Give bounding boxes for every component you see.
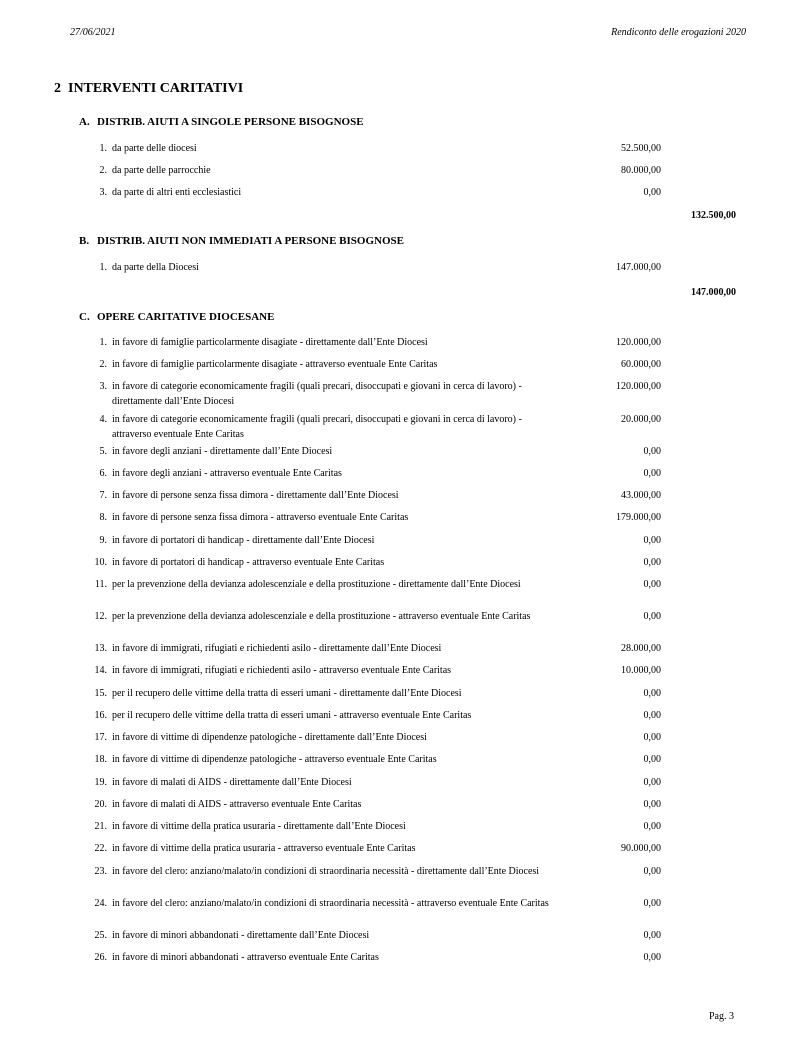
item-amount: 0,00 [643, 468, 661, 479]
item-description: in favore di vittime della pratica usuraria - attraverso eventuale Ente Caritas [112, 843, 416, 854]
item-number: 3. [99, 381, 107, 392]
item-number: 16. [94, 710, 107, 721]
item-number: 21. [94, 821, 107, 832]
group-letter: B. [79, 235, 90, 247]
item-description: in favore di famiglie particolarmente disagiate - attraverso eventuale Ente Caritas [112, 359, 438, 370]
item-number: 19. [94, 777, 107, 788]
item-description: in favore di persone senza fissa dimora - attraverso eventuale Ente Caritas [112, 512, 409, 523]
item-amount: 52.500,00 [621, 143, 661, 154]
item-amount: 0,00 [643, 732, 661, 743]
item-amount: 147.000,00 [616, 262, 661, 273]
item-number: 22. [94, 843, 107, 854]
item-amount: 0,00 [643, 821, 661, 832]
item-number: 12. [94, 611, 107, 622]
item-amount: 0,00 [643, 446, 661, 457]
item-description: in favore del clero: anziano/malato/in condizioni di straordinaria necessità - direttamente dall’Ente Diocesi [112, 866, 540, 877]
item-number: 20. [94, 799, 107, 810]
item-description: in favore degli anziani - direttamente dall’Ente Diocesi [112, 446, 333, 457]
item-amount: 0,00 [643, 710, 661, 721]
item-number: 18. [94, 754, 107, 765]
item-description: in favore di vittime di dipendenze patologiche - direttamente dall’Ente Diocesi [112, 732, 427, 743]
group-title: OPERE CARITATIVE DIOCESANE [97, 311, 275, 323]
item-description: in favore di minori abbandonati - attraverso eventuale Ente Caritas [112, 952, 379, 963]
item-amount: 0,00 [643, 754, 661, 765]
section-title: INTERVENTI CARITATIVI [68, 81, 244, 96]
group-title: DISTRIB. AIUTI NON IMMEDIATI A PERSONE BISOGNOSE [97, 235, 404, 247]
group-total: 147.000,00 [691, 287, 736, 298]
item-amount: 0,00 [643, 930, 661, 941]
item-amount: 120.000,00 [616, 337, 661, 348]
item-description: per il recupero delle vittime della tratta di esseri umani - attraverso eventuale Ente Caritas [112, 710, 472, 721]
item-number: 14. [94, 665, 107, 676]
item-amount: 0,00 [643, 535, 661, 546]
section-number: 2 [54, 81, 61, 96]
item-description: da parte delle parrocchie [112, 165, 211, 176]
item-amount: 0,00 [643, 187, 661, 198]
item-number: 6. [99, 468, 107, 479]
item-amount: 43.000,00 [621, 490, 661, 501]
item-description: in favore del clero: anziano/malato/in condizioni di straordinaria necessità - attraverso eventuale Ente Caritas [112, 898, 549, 909]
header-date: 27/06/2021 [70, 27, 116, 38]
item-number: 1. [99, 262, 107, 273]
item-description: in favore di immigrati, rifugiati e richiedenti asilo - direttamente dall’Ente Diocesi [112, 643, 442, 654]
item-description: da parte delle diocesi [112, 143, 197, 154]
item-number: 13. [94, 643, 107, 654]
item-number: 17. [94, 732, 107, 743]
item-number: 9. [99, 535, 107, 546]
item-description: in favore degli anziani - attraverso eventuale Ente Caritas [112, 468, 342, 479]
item-description: per il recupero delle vittime della tratta di esseri umani - direttamente dall’Ente Diocesi [112, 688, 462, 699]
item-description: in favore di famiglie particolarmente disagiate - direttamente dall’Ente Diocesi [112, 337, 428, 348]
item-number: 2. [99, 359, 107, 370]
item-amount: 0,00 [643, 557, 661, 568]
item-number: 8. [99, 512, 107, 523]
item-description: in favore di portatori di handicap - direttamente dall’Ente Diocesi [112, 535, 375, 546]
item-description: per la prevenzione della devianza adolescenziale e della prostituzione - direttamente dall’Ente Diocesi [112, 579, 521, 590]
item-number: 1. [99, 337, 107, 348]
header-title: Rendiconto delle erogazioni 2020 [611, 27, 746, 38]
item-amount: 60.000,00 [621, 359, 661, 370]
item-description: in favore di vittime della pratica usuraria - direttamente dall’Ente Diocesi [112, 821, 406, 832]
item-number: 11. [94, 579, 107, 590]
item-amount: 0,00 [643, 866, 661, 877]
item-description: in favore di immigrati, rifugiati e richiedenti asilo - attraverso eventuale Ente Caritas [112, 665, 452, 676]
item-description: in favore di categorie economicamente fragili (quali precari, disoccupati e giovani in cerca di lavoro) - attraverso eventuale Ente Caritas [112, 414, 522, 440]
group-total: 132.500,00 [691, 210, 736, 221]
item-number: 25. [94, 930, 107, 941]
item-description: per la prevenzione della devianza adolescenziale e della prostituzione - attraverso eventuale Ente Caritas [112, 611, 531, 622]
item-amount: 0,00 [643, 898, 661, 909]
item-description: in favore di malati di AIDS - attraverso eventuale Ente Caritas [112, 799, 362, 810]
item-amount: 28.000,00 [621, 643, 661, 654]
item-number: 5. [99, 446, 107, 457]
item-description: in favore di categorie economicamente fragili (quali precari, disoccupati e giovani in cerca di lavoro) - direttamente dall’Ente Diocesi [112, 381, 522, 407]
item-amount: 20.000,00 [621, 414, 661, 425]
item-amount: 10.000,00 [621, 665, 661, 676]
item-amount: 0,00 [643, 799, 661, 810]
item-description: da parte di altri enti ecclesiastici [112, 187, 242, 198]
item-amount: 0,00 [643, 611, 661, 622]
item-number: 23. [94, 866, 107, 877]
item-number: 26. [94, 952, 107, 963]
group-title: DISTRIB. AIUTI A SINGOLE PERSONE BISOGNOSE [97, 116, 364, 128]
item-number: 24. [94, 898, 107, 909]
item-amount: 90.000,00 [621, 843, 661, 854]
item-amount: 0,00 [643, 688, 661, 699]
item-description: in favore di portatori di handicap - attraverso eventuale Ente Caritas [112, 557, 385, 568]
item-description: in favore di minori abbandonati - direttamente dall’Ente Diocesi [112, 930, 370, 941]
item-amount: 120.000,00 [616, 381, 661, 392]
item-number: 7. [99, 490, 107, 501]
page-number: Pag. 3 [709, 1011, 734, 1022]
item-description: in favore di malati di AIDS - direttamente dall’Ente Diocesi [112, 777, 352, 788]
item-number: 10. [94, 557, 107, 568]
item-number: 4. [99, 414, 107, 425]
item-description: in favore di vittime di dipendenze patologiche - attraverso eventuale Ente Caritas [112, 754, 437, 765]
item-amount: 0,00 [643, 579, 661, 590]
item-description: in favore di persone senza fissa dimora - direttamente dall’Ente Diocesi [112, 490, 399, 501]
item-description: da parte della Diocesi [112, 262, 199, 273]
item-number: 1. [99, 143, 107, 154]
group-letter: C. [79, 311, 90, 323]
group-letter: A. [79, 116, 90, 128]
item-amount: 80.000,00 [621, 165, 661, 176]
item-number: 3. [99, 187, 107, 198]
item-amount: 0,00 [643, 777, 661, 788]
item-number: 15. [94, 688, 107, 699]
item-amount: 0,00 [643, 952, 661, 963]
item-number: 2. [99, 165, 107, 176]
item-amount: 179.000,00 [616, 512, 661, 523]
